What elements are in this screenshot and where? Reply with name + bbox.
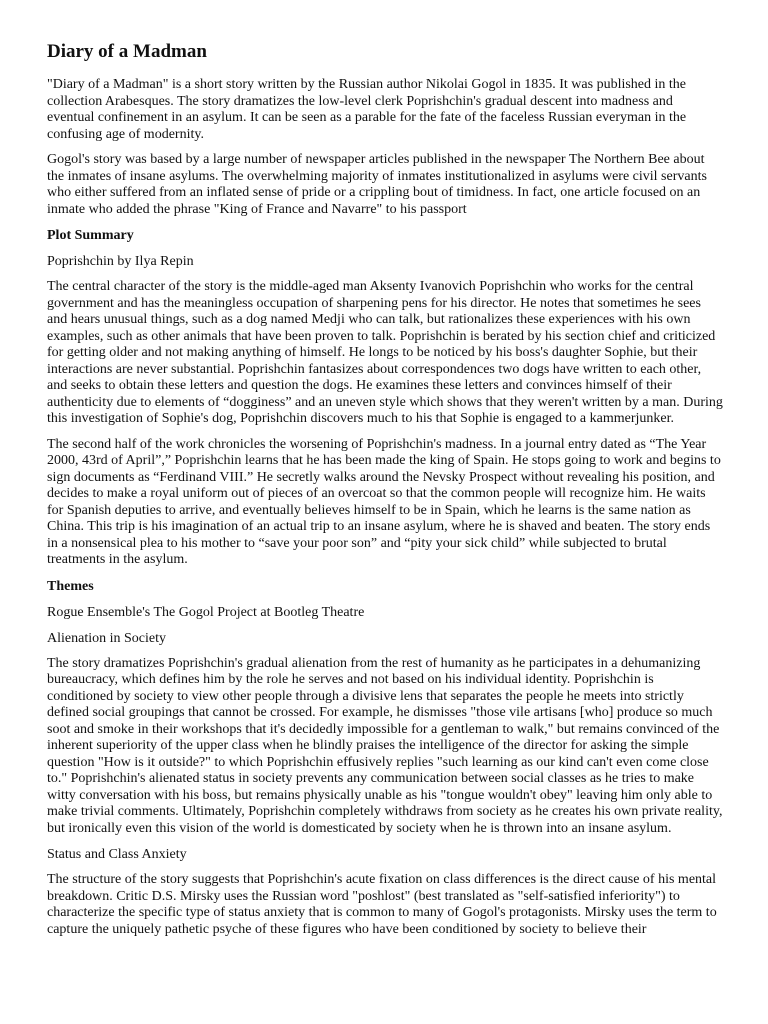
themes-image-caption: Rogue Ensemble's The Gogol Project at Bootleg Theatre [47, 604, 365, 620]
page-title: Diary of a Madman [47, 41, 207, 62]
document-page [47, 40, 723, 947]
intro-paragraph-1: "Diary of a Madman" is a short story written by the Russian author Nikolai Gogol in 1835. It was published in the collection Arabesques. The story dramatizes the low-level clerk Poprishchin's gradual descent into madness and eventual confinement in an asylum. It can be seen as a parable for the fate of the faceless Russian everyman in the confusing age of modernity. [47, 77, 687, 142]
themes-heading: Themes [47, 578, 94, 594]
plot-summary-heading: Plot Summary [47, 228, 134, 243]
alienation-subheading: Alienation in Society [47, 630, 166, 646]
status-subheading: Status and Class Anxiety [47, 847, 187, 862]
intro-paragraph-2: Gogol's story was based by a large number of newspaper articles published in the newspaper The Northern Bee about the inmates of insane asylums. The overwhelming majority of inmates institutionalized in asylums were civil servants who either suffered from an inflated sense of pride or a crippling bout of timidness. In fact, one article focused on an inmate who added the phrase "King of France and Navarre" to his passport [47, 152, 707, 217]
status-paragraph: The structure of the story suggests that Poprishchin's acute fixation on class differences is the direct cause of his mental breakdown. Critic D.S. Mirsky uses the Russian word "poshlost" (best translated as "self-satisfied inferiority") to characterize the specific type of status anxiety that is common to many of Gogol's protagonists. Mirsky uses the term to capture the uniquely pathetic psyche of these figures who have been conditioned by society to believe their [47, 872, 717, 937]
alienation-paragraph: The story dramatizes Poprishchin's gradual alienation from the rest of humanity as he participates in a dehumanizing bureaucracy, which defines him by the role he serves and not based on his individual identity. Poprishchin is conditioned by society to view other people through a divisive lens that separates the people he meets into strictly defined social groupings that cannot be crossed. For example, he dismisses "those vile artisans [who] produce so much soot and smoke in their workshops that it's decidedly impossible for a gentleman to walk," but remains convinced of the inherent superiority of the upper class when he blindly praises the intelligence of the director for asking the simple question "How is it outside?" to which Poprishchin effusively replies "such learning as our kind can't even come close to." Poprishchin's alienated status in society prevents any communication between social classes as he tries to make witty conversation with his boss, but remains physically unable as his "tongue wouldn't obey" leaving him only able to make trivial comments. Ultimately, Poprishchin completely withdraws from society as he creates his own private reality, but ironically even this vision of the world is domesticated by society when he is thrown into an insane asylum. [47, 655, 723, 836]
plot-image-caption: Poprishchin by Ilya Repin [47, 254, 194, 269]
plot-paragraph-1: The central character of the story is the middle-aged man Aksenty Ivanovich Poprishchin who works for the central government and has the meaningless occupation of sharpening pens for his director. He notes that sometimes he sees and hears unusual things, such as a dog named Medji who can talk, but rationalizes these experiences with his own examples, such as other animals that have been proven to talk. Poprishchin is berated by his section chief and criticized for getting older and not making anything of himself. He longs to be noticed by his boss's daughter Sophie, but their interactions are never substantial. Poprishchin fantasizes about correspondences two dogs have written to each other, and seeks to obtain these letters and question the dogs. He examines these letters and convinces himself of their authenticity due to elements of “dogginess” and an uneven style which shows that they weren't written by a man. During this investigation of Sophie's dog, Poprishchin discovers much to his that Sophie is engaged to a kammerjunker. [47, 279, 723, 426]
plot-paragraph-2: The second half of the work chronicles the worsening of Poprishchin's madness. In a journal entry dated as “The Year 2000, 43rd of April”,” Poprishchin learns that he has been made the king of Spain. He stops going to work and begins to sign documents as “Ferdinand VIII.” He secretly walks around the Nevsky Prospect without revealing his position, and decides to make a royal uniform out of pieces of an overcoat so that the common people will recognize him. He waits for Spanish deputies to arrive, and eventually believes himself to be in Spain, which he learns is the same nation as China. This trip is his imagination of an actual trip to an insane asylum, where he is shaved and beaten. The story ends in a nonsensical plea to his mother to “save your poor son” and “pity your sick child” while subjected to brutal treatments in the asylum. [47, 436, 721, 567]
